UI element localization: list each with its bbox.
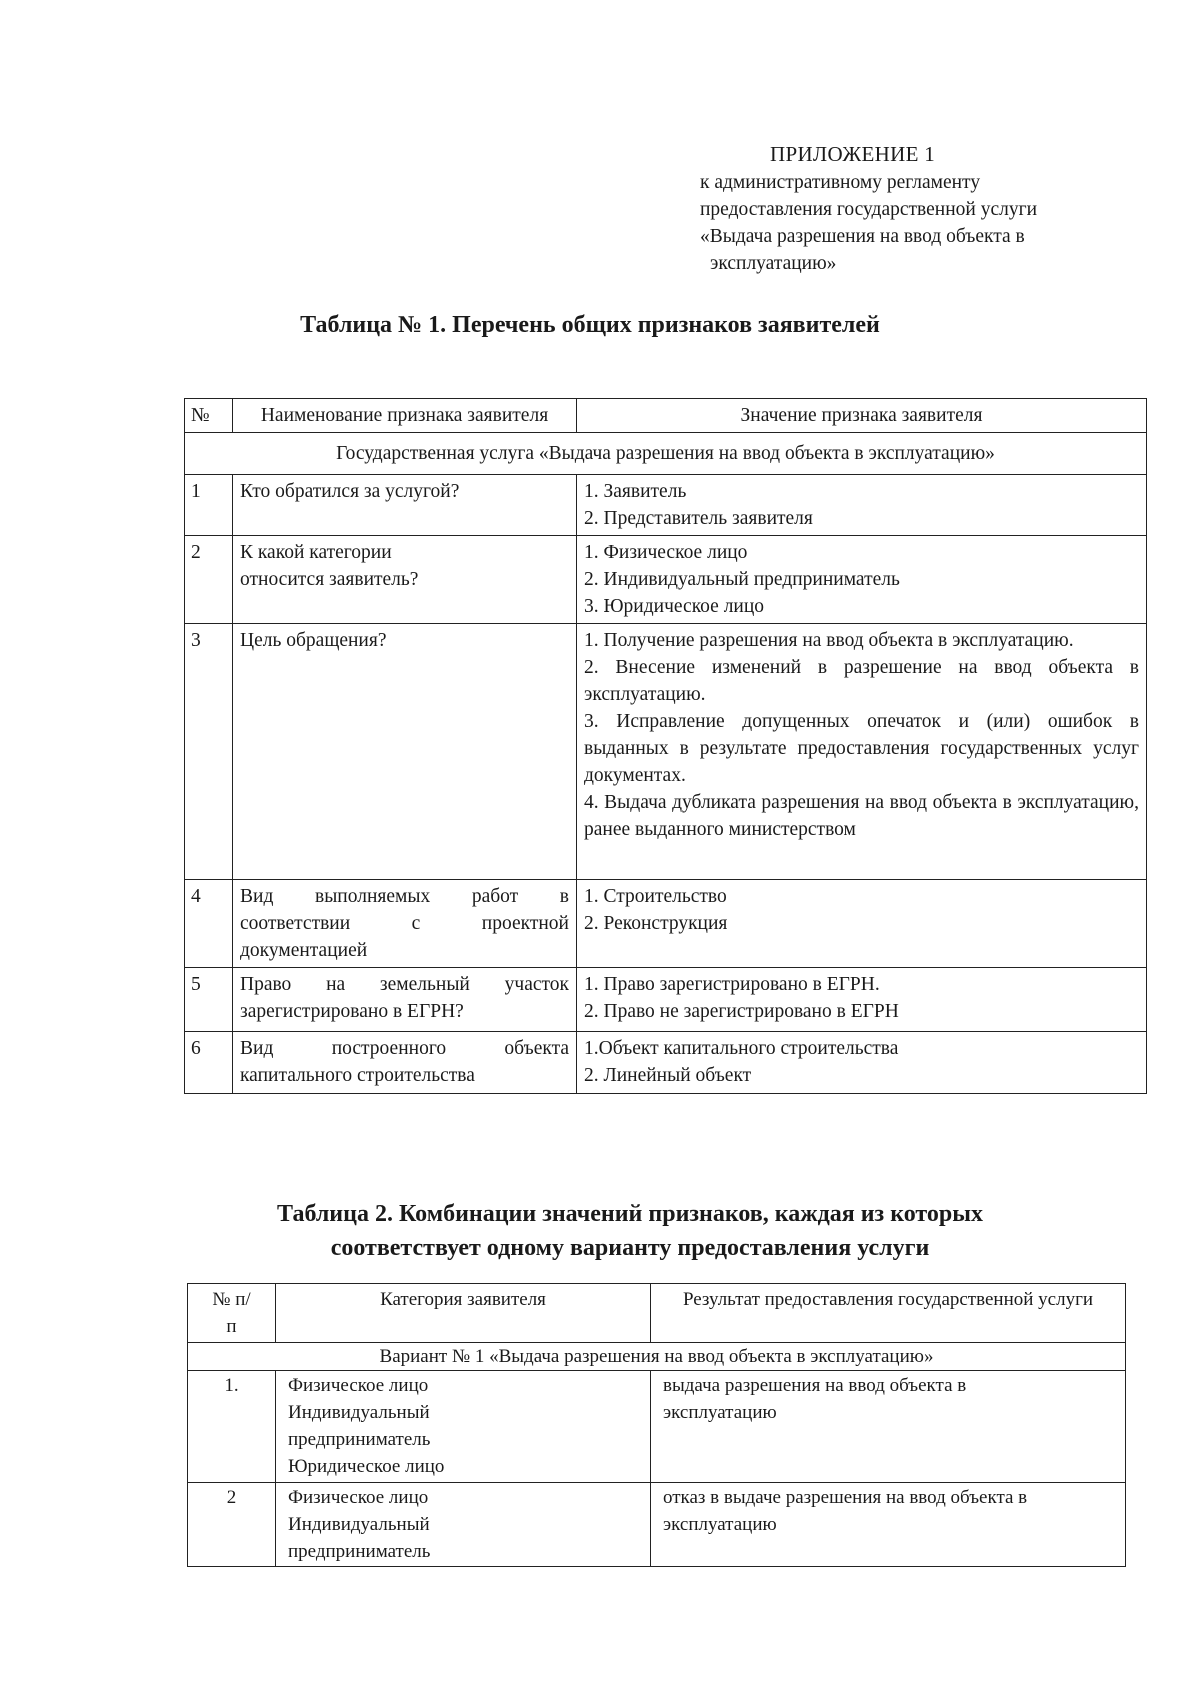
applicant-features-table	[184, 398, 1147, 1094]
header-num: № п/п	[188, 1284, 276, 1343]
table-row	[185, 536, 1147, 624]
table-row	[185, 475, 1147, 536]
variant-title: Вариант № 1 «Выдача разрешения на ввод объекта в эксплуатацию»	[188, 1343, 1126, 1371]
appendix-heading: ПРИЛОЖЕНИЕ 1	[770, 142, 936, 166]
table-row	[188, 1371, 1126, 1483]
header-num: №	[185, 399, 233, 433]
row-values	[577, 968, 1147, 1032]
row-num: 3	[185, 624, 233, 880]
row-category: Физическое лицо	[288, 1375, 429, 1396]
row-name: К какой категории относится заявитель?	[233, 536, 577, 624]
table2-title	[160, 1197, 1100, 1265]
table-row	[188, 1483, 1126, 1567]
row-name: Право на земельный участок зарегистрировано в ЕГРН?	[233, 968, 577, 1032]
row-category: Юридическое лицо	[288, 1456, 445, 1477]
row-num: 1	[185, 475, 233, 536]
row-values	[577, 1032, 1147, 1094]
service-row	[185, 433, 1147, 475]
table-header-row	[185, 399, 1147, 433]
row-values	[577, 536, 1147, 624]
table-row	[185, 1032, 1147, 1094]
service-variants-table	[187, 1283, 1126, 1567]
row-value: 1. Физическое лицо	[584, 542, 748, 563]
row-value: 1. Строительство	[584, 886, 727, 907]
row-num: 2	[185, 536, 233, 624]
row-value: 3. Исправление допущенных опечаток и (или) ошибок в выданных в результате предоставления государственных услуг документах.	[584, 711, 1139, 786]
row-category: Физическое лицо	[288, 1487, 429, 1508]
row-value: 2. Внесение изменений в разрешение на ввод объекта в эксплуатацию.	[584, 657, 1139, 705]
appendix-header	[700, 142, 1120, 277]
row-value: 1. Заявитель	[584, 481, 687, 502]
row-value: 1. Получение разрешения на ввод объекта в эксплуатацию.	[584, 630, 1074, 651]
row-value: 4. Выдача дубликата разрешения на ввод объекта в эксплуатацию, ранее выданного министерством	[584, 792, 1139, 840]
row-num: 2	[188, 1483, 276, 1567]
table1-title: Таблица № 1. Перечень общих признаков заявителей	[300, 312, 880, 338]
row-value: 2. Линейный объект	[584, 1065, 752, 1086]
appendix-line-3: «Выдача разрешения на ввод объекта в	[700, 226, 1025, 247]
header-result: Результат предоставления государственной услуги	[651, 1284, 1126, 1343]
row-value: 2. Представитель заявителя	[584, 508, 813, 529]
header-name: Наименование признака заявителя	[233, 399, 577, 433]
row-name: Вид построенного объекта капитального строительства	[233, 1032, 577, 1094]
appendix-line-4: эксплуатацию»	[710, 253, 837, 274]
row-category: Индивидуальный предприниматель	[288, 1514, 431, 1562]
row-values	[577, 475, 1147, 536]
variant-row	[188, 1343, 1126, 1371]
row-result: отказ в выдаче разрешения на ввод объекта в эксплуатацию	[651, 1483, 1126, 1567]
row-num: 4	[185, 880, 233, 968]
appendix-line-2: предоставления государственной услуги	[700, 199, 1038, 220]
row-name: Вид выполняемых работ в соответствии с проектной документацией	[233, 880, 577, 968]
row-name: Кто обратился за услугой?	[233, 475, 577, 536]
row-value: 2. Право не зарегистрировано в ЕГРН	[584, 1001, 899, 1022]
row-name: Цель обращения?	[233, 624, 577, 880]
header-value: Значение признака заявителя	[577, 399, 1147, 433]
table-row	[185, 968, 1147, 1032]
header-category: Категория заявителя	[276, 1284, 651, 1343]
service-title: Государственная услуга «Выдача разрешения на ввод объекта в эксплуатацию»	[185, 433, 1147, 475]
row-num: 1.	[188, 1371, 276, 1483]
row-num: 5	[185, 968, 233, 1032]
table2-title-line-1: Таблица 2. Комбинации значений признаков, каждая из которых	[277, 1201, 983, 1227]
row-values	[577, 880, 1147, 968]
row-value: 1.Объект капитального строительства	[584, 1038, 899, 1059]
table-header-row	[188, 1284, 1126, 1343]
row-values	[577, 624, 1147, 880]
row-value: 3. Юридическое лицо	[584, 596, 765, 617]
table-row	[185, 880, 1147, 968]
row-result: выдача разрешения на ввод объекта в эксплуатацию	[651, 1371, 1126, 1483]
table-row	[185, 624, 1147, 880]
row-value: 1. Право зарегистрировано в ЕГРН.	[584, 974, 880, 995]
appendix-line-1: к административному регламенту	[700, 172, 981, 193]
row-categories	[276, 1371, 651, 1483]
row-num: 6	[185, 1032, 233, 1094]
row-category: Индивидуальный предприниматель	[288, 1402, 431, 1450]
row-value: 2. Реконструкция	[584, 913, 728, 934]
row-categories	[276, 1483, 651, 1567]
row-value: 2. Индивидуальный предприниматель	[584, 569, 900, 590]
table2-title-line-2: соответствует одному варианту предоставления услуги	[330, 1235, 930, 1261]
